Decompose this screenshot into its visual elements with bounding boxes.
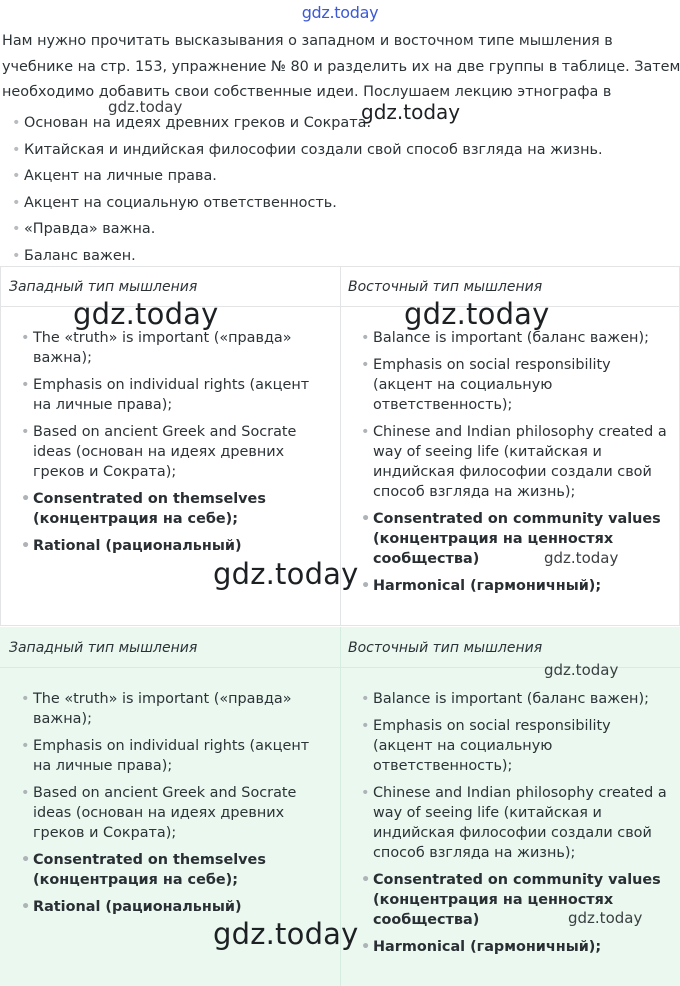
list-item: • Emphasis on individual rights (акцент на личные права); bbox=[21, 375, 331, 415]
list-item: • Harmonical (гармоничный); bbox=[361, 576, 673, 596]
statement-item: • Акцент на социальную ответственность. bbox=[10, 190, 670, 217]
list-item: • Consentrated on themselves (концентрация на себе); bbox=[21, 850, 331, 890]
eastern-list bbox=[361, 328, 673, 603]
watermark: gdz.today bbox=[213, 557, 359, 591]
statement-item: • Основан на идеях древних греков и Сократа. bbox=[10, 110, 670, 137]
watermark: gdz.today bbox=[361, 100, 461, 124]
list-item: • Rational (рациональный) bbox=[21, 897, 331, 917]
list-item: • Emphasis on social responsibility (акцент на социальную ответственность); bbox=[361, 716, 673, 776]
list-item: • The «truth» is important («правда» важна); bbox=[21, 689, 331, 729]
list-item: • Rational (рациональный) bbox=[21, 536, 331, 556]
list-item: • Emphasis on individual rights (акцент на личные права); bbox=[21, 736, 331, 776]
statements-list bbox=[10, 110, 670, 270]
list-item: • Chinese and Indian philosophy created a way of seeing life (китайская и индийская философии создали свой способ взгляда на жизнь); bbox=[361, 783, 673, 863]
eastern-header: Восточный тип мышления bbox=[348, 279, 543, 295]
list-item: • Consentrated on community values (концентрация на ценностях сообщества) bbox=[361, 509, 673, 569]
western-header: Западный тип мышления bbox=[9, 640, 198, 656]
list-item: • Emphasis on social responsibility (акцент на социальную ответственность); bbox=[361, 355, 673, 415]
intro-line: учебнике на стр. 153, упражнение № 80 и разделить их на две группы в таблице. Затем bbox=[2, 58, 680, 75]
statement-item: • Китайская и индийская философии создали свой способ взгляда на жизнь. bbox=[10, 137, 670, 164]
list-item: • Harmonical (гармоничный); bbox=[361, 937, 673, 957]
western-list bbox=[21, 689, 331, 924]
list-item: • Chinese and Indian philosophy created a way of seeing life (китайская и индийская философии создали свой способ взгляда на жизнь); bbox=[361, 422, 673, 502]
watermark: gdz.today bbox=[404, 297, 550, 331]
intro-line: необходимо добавить свои собственные идеи. Послушаем лекцию этнографа в bbox=[2, 84, 612, 100]
list-item: • Based on ancient Greek and Socrate ideas (основан на идеях древних греков и Сократа); bbox=[21, 783, 331, 843]
watermark: gdz.today bbox=[213, 917, 359, 951]
intro-line: Нам нужно прочитать высказывания о западном и восточном типе мышления в bbox=[2, 33, 613, 49]
watermark: gdz.today bbox=[544, 549, 619, 567]
list-item: • Consentrated on community values (концентрация на ценностях сообщества) bbox=[361, 870, 673, 930]
eastern-header: Восточный тип мышления bbox=[348, 640, 543, 656]
list-item: • Consentrated on themselves (концентрация на себе); bbox=[21, 489, 331, 529]
statement-item: • Баланс важен. bbox=[10, 243, 670, 270]
list-item: • Balance is important (баланс важен); bbox=[361, 328, 673, 348]
western-header: Западный тип мышления bbox=[9, 279, 198, 295]
list-item: • The «truth» is important («правда» важна); bbox=[21, 328, 331, 368]
watermark: gdz.today bbox=[544, 661, 619, 679]
watermark: gdz.today bbox=[108, 98, 183, 116]
list-item: • Balance is important (баланс важен); bbox=[361, 689, 673, 709]
statement-item: • Акцент на личные права. bbox=[10, 163, 670, 190]
watermark: gdz.today bbox=[73, 297, 219, 331]
watermark: gdz.today bbox=[568, 909, 643, 927]
list-item: • Based on ancient Greek and Socrate ideas (основан на идеях древних греков и Сократа); bbox=[21, 422, 331, 482]
statement-item: • «Правда» важна. bbox=[10, 216, 670, 243]
intro-paragraph bbox=[2, 29, 680, 106]
western-list bbox=[21, 328, 331, 563]
site-title: gdz.today bbox=[301, 3, 379, 22]
